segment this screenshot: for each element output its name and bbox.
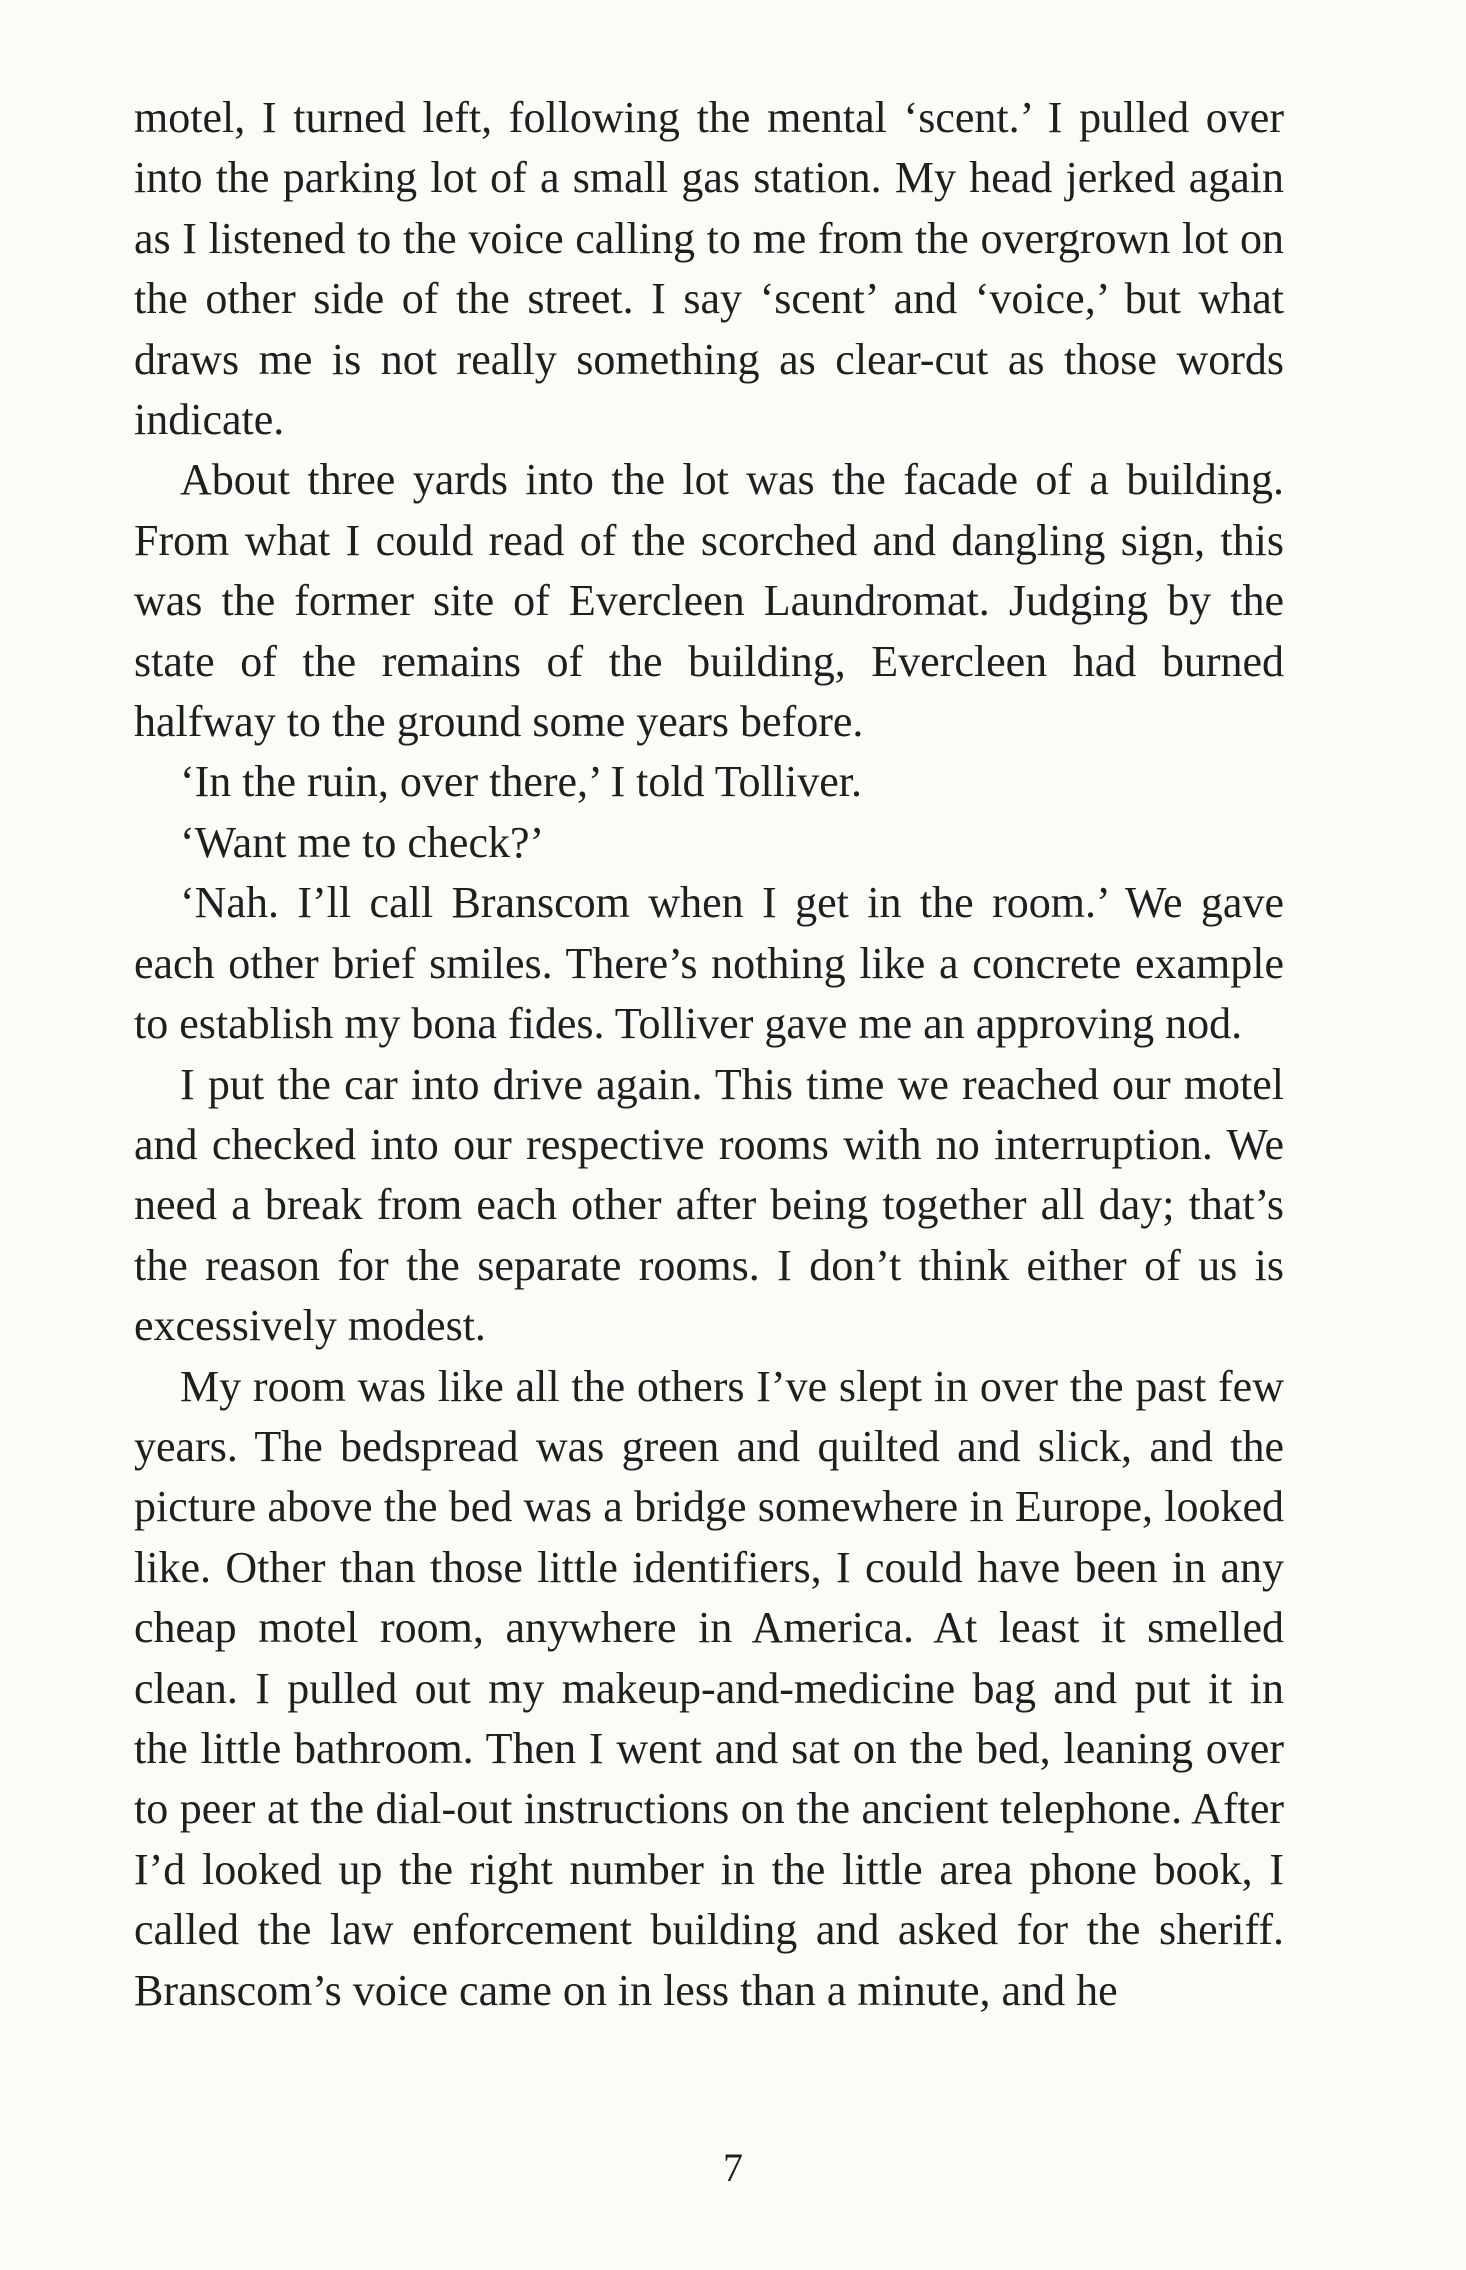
paragraph: I put the car into drive again. This time we reached our motel and checked into our respective rooms with no interruption. We need a break from each other after being together all day; that’s the reason for the separate rooms. I don’t think either of us is excessively modest.: [134, 1059, 1284, 1351]
paragraph: My room was like all the others I’ve slept in over the past few years. The bedspread was green and quilted and slick, and the picture above the bed was a bridge somewhere in Europe, looked like. Other than those little identifiers, I could have been in any cheap motel room, anywhere in America. At least it smelled clean. I pulled out my makeup-and-medicine bag and put it in the little bathroom. Then I went and sat on the bed, leaning over to peer at the dial-out instructions on the ancient telephone. After I’d looked up the right number in the little area phone book, I called the law enforcement building and asked for the sheriff. Branscom’s voice came on in less than a minute, and he: [134, 1361, 1284, 2015]
page-number: 7: [723, 2145, 743, 2190]
paragraph: ‘Want me to check?’: [180, 817, 545, 867]
paragraph: ‘In the ruin, over there,’ I told Tolliver.: [180, 757, 862, 807]
paragraph: motel, I turned left, following the mental ‘scent.’ I pulled over into the parking lot of a small gas station. My head jerked again as I listened to the voice calling to me from the overgrown lot on the other side of the street. I say ‘scent’ and ‘voice,’ but what draws me is not really something as clear-cut as those words indicate.: [134, 93, 1284, 445]
body-text: [134, 88, 1284, 2021]
paragraph: About three yards into the lot was the facade of a building. From what I could read of the scorched and dangling sign, this was the former site of Evercleen Laundromat. Judging by the state of the remains of the building, Evercleen had burned halfway to the ground some years before.: [134, 455, 1284, 747]
paragraph: ‘Nah. I’ll call Branscom when I get in the room.’ We gave each other brief smiles. There’s nothing like a concrete example to establish my bona fides. Tolliver gave me an approving nod.: [134, 878, 1284, 1049]
